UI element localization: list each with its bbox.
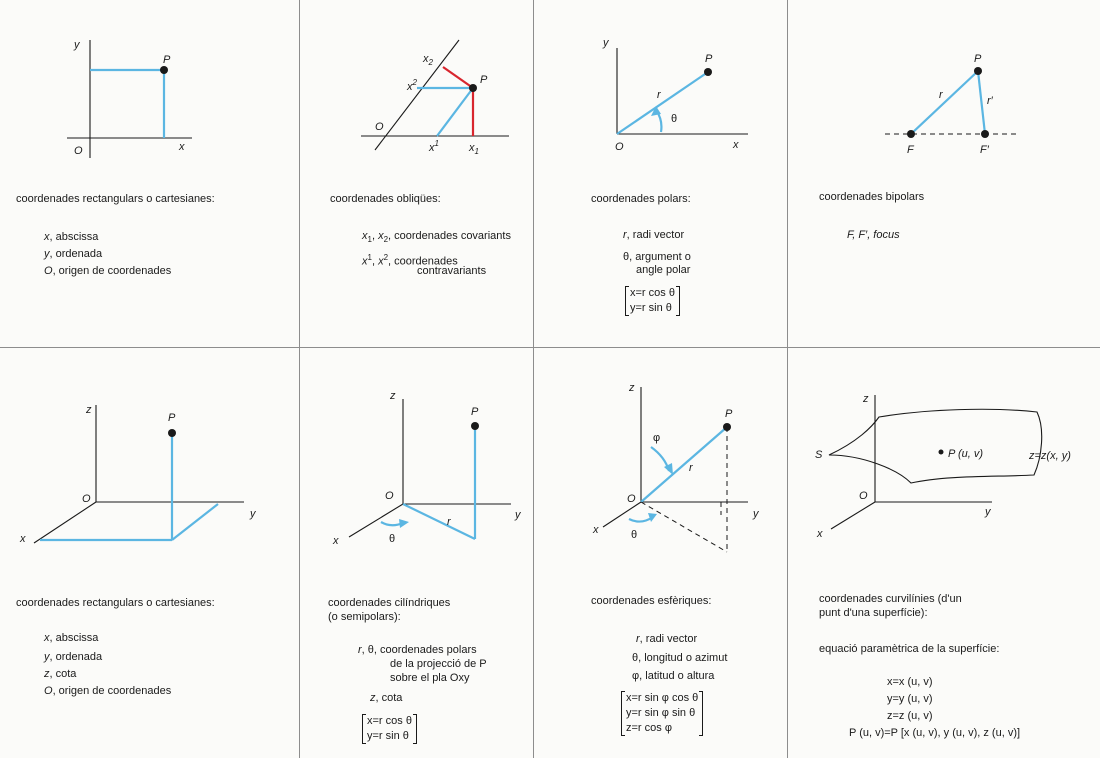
legend-item: O, origen de coordenades xyxy=(44,265,172,277)
origin-label: O xyxy=(74,145,83,157)
z-axis-label: z xyxy=(863,393,869,405)
azimuth-legend: θ, longitud o azimut xyxy=(632,652,728,664)
contravariant-legend: $x^1$, $x^2$, coordenades xyxy=(362,253,458,268)
point-p-label: P xyxy=(471,406,479,418)
origin-label: O xyxy=(82,493,91,505)
y-axis-label: y xyxy=(985,506,991,518)
z-axis-label: z xyxy=(629,382,635,394)
z-axis-label: z xyxy=(86,404,92,416)
x-axis xyxy=(603,502,641,527)
cylindrical-diagram xyxy=(299,347,533,758)
x-axis xyxy=(34,502,96,543)
covariant-x2-label: $x_2$ xyxy=(423,53,433,67)
legend-item: x, abscissa xyxy=(44,231,99,243)
y-axis-label: y xyxy=(74,39,80,51)
equation: z=r cos φ xyxy=(626,722,672,734)
caption: coordenades obliqües: xyxy=(330,193,441,205)
x-axis xyxy=(831,502,875,529)
radius-from-f-prime xyxy=(978,71,985,134)
caption-cont: (o semipolars): xyxy=(328,611,401,623)
point-p xyxy=(939,450,944,455)
origin-label: O xyxy=(385,490,394,502)
contravariant-x2-label: $x^2$ xyxy=(407,78,417,93)
panel-polar xyxy=(533,0,787,347)
origin-label: O xyxy=(615,141,624,153)
caption: coordenades rectangulars o cartesianes: xyxy=(16,597,215,609)
focus-f-prime-label: F′ xyxy=(980,144,989,156)
y-axis-label: y xyxy=(250,508,256,520)
contravariant-legend-cont: contravariants xyxy=(417,265,487,277)
caption: coordenades curvilínies (d'un xyxy=(819,593,962,605)
legend-item: z, cota xyxy=(44,668,77,680)
point-p-label: P xyxy=(163,54,171,66)
contravariant-x1-label: $x^1$ xyxy=(429,139,439,154)
panel-oblique xyxy=(299,0,533,347)
y-axis-label: y xyxy=(515,509,521,521)
focus-legend: F, F′, focus xyxy=(847,229,900,241)
radius-label: r xyxy=(447,516,451,528)
radius-vector xyxy=(617,72,708,134)
radius-prime-label: r′ xyxy=(987,95,993,107)
horizontal-projection xyxy=(641,502,727,552)
angle-label: θ xyxy=(389,533,396,545)
x-axis-label: x xyxy=(179,141,185,153)
height-legend: z, cota xyxy=(370,692,403,704)
caption-cont: punt d'una superfície): xyxy=(819,607,928,619)
azimuth-arc xyxy=(629,517,653,522)
curvilinear-diagram xyxy=(787,347,1100,758)
rectangular-2d-diagram xyxy=(0,0,299,347)
point-p-label: P xyxy=(725,408,733,420)
covariant-legend: $x_1$, $x_2$, coordenades covariants xyxy=(362,230,511,245)
y-axis-label: y xyxy=(603,37,609,49)
azimuth-label: θ xyxy=(631,529,638,541)
caption: coordenades polars: xyxy=(591,193,691,205)
x-axis-label: x xyxy=(817,528,823,540)
legend-item: O, origen de coordenades xyxy=(44,685,172,697)
point-p-label: P xyxy=(974,53,982,65)
radius-from-f xyxy=(911,71,978,134)
legend-item: y, ordenada xyxy=(44,651,103,663)
panel-rectangular-2d xyxy=(0,0,299,347)
legend-item: x, abscissa xyxy=(44,632,99,644)
equation: P (u, v)=P [x (u, v), y (u, v), z (u, v)] xyxy=(849,727,1021,739)
cylindrical-equations xyxy=(362,714,417,744)
equation: y=y (u, v) xyxy=(887,693,933,705)
y-axis-label: y xyxy=(753,508,759,520)
point-p xyxy=(160,66,168,74)
polar-angle-arrowhead xyxy=(664,463,673,475)
focus-f-label: F xyxy=(907,144,914,156)
angle-label: θ xyxy=(671,113,678,125)
projection-lines xyxy=(90,70,164,138)
z-axis-label: z xyxy=(390,390,396,402)
caption: coordenades rectangulars o cartesianes: xyxy=(16,193,215,205)
x-axis-label: x xyxy=(333,535,339,547)
legend-item: y, ordenada xyxy=(44,248,103,260)
panel-rectangular-3d xyxy=(0,347,299,758)
caption: coordenades cilíndriques xyxy=(328,597,451,609)
oblique-axis xyxy=(375,40,459,150)
equation: z=z (u, v) xyxy=(887,710,933,722)
polar-angle-label: φ xyxy=(653,432,661,444)
surface-outline xyxy=(829,409,1042,483)
latitude-legend: φ, latitud o altura xyxy=(632,670,715,682)
angle-arrowhead xyxy=(399,519,409,528)
panel-cylindrical xyxy=(299,347,533,758)
point-p-label: P xyxy=(705,53,713,65)
caption: coordenades esfèriques: xyxy=(591,595,712,607)
angle-legend-cont: angle polar xyxy=(636,264,691,276)
radius-label: r xyxy=(657,89,661,101)
azimuth-arrowhead xyxy=(648,513,657,522)
point-p xyxy=(168,429,176,437)
parametric-caption: equació paramètrica de la superfície: xyxy=(819,643,1000,655)
polar-legend-cont: sobre el pla Oxy xyxy=(390,672,470,684)
radius-label: r xyxy=(939,89,943,101)
focus-f-prime xyxy=(981,130,989,138)
x-axis-label: x xyxy=(733,139,739,151)
equation: x=x (u, v) xyxy=(887,676,933,688)
point-p-label: P xyxy=(168,412,176,424)
polar-equations xyxy=(625,286,680,316)
equation: y=r sin θ xyxy=(367,730,409,742)
spherical-equations xyxy=(621,691,703,736)
panel-curvilinear xyxy=(787,347,1100,758)
bipolar-diagram xyxy=(787,0,1100,347)
focus-f xyxy=(907,130,915,138)
projected-radius xyxy=(403,504,475,539)
radius-label: r xyxy=(689,462,693,474)
x-axis-label: x xyxy=(20,533,26,545)
angle-legend: θ, argument o xyxy=(623,251,691,263)
point-p-label: P (u, v) xyxy=(948,448,984,460)
equation: x=r cos θ xyxy=(630,287,675,299)
panel-spherical xyxy=(533,347,787,758)
y-parallel xyxy=(172,504,218,540)
point-p xyxy=(469,84,477,92)
point-p-label: P xyxy=(480,74,488,86)
x-axis-label: x xyxy=(593,524,599,536)
panel-bipolar xyxy=(787,0,1100,347)
covariant-x1-label: $x_1$ xyxy=(469,142,479,156)
oblique-diagram xyxy=(299,0,533,347)
origin-label: O xyxy=(859,490,868,502)
surface-equation-label: z=z(x, y) xyxy=(1029,450,1071,462)
surface-label: S xyxy=(815,449,823,461)
point-p xyxy=(723,423,731,431)
caption: coordenades bipolars xyxy=(819,191,925,203)
point-p xyxy=(974,67,982,75)
point-p xyxy=(704,68,712,76)
equation: y=r sin θ xyxy=(630,302,672,314)
equation: x=r sin φ cos θ xyxy=(626,692,699,704)
origin-label: O xyxy=(627,493,636,505)
perpendicular-projection xyxy=(443,67,473,88)
radius-legend: r, radi vector xyxy=(636,633,698,645)
polar-legend-cont: de la projecció de P xyxy=(390,658,487,670)
radius-legend: r, radi vector xyxy=(623,229,685,241)
parallel-projection xyxy=(437,88,473,136)
equation: x=r cos θ xyxy=(367,715,412,727)
polar-legend: r, θ, coordenades polars xyxy=(358,644,477,656)
origin-label: O xyxy=(375,121,384,133)
equation: y=r sin φ sin θ xyxy=(626,707,696,719)
point-p xyxy=(471,422,479,430)
